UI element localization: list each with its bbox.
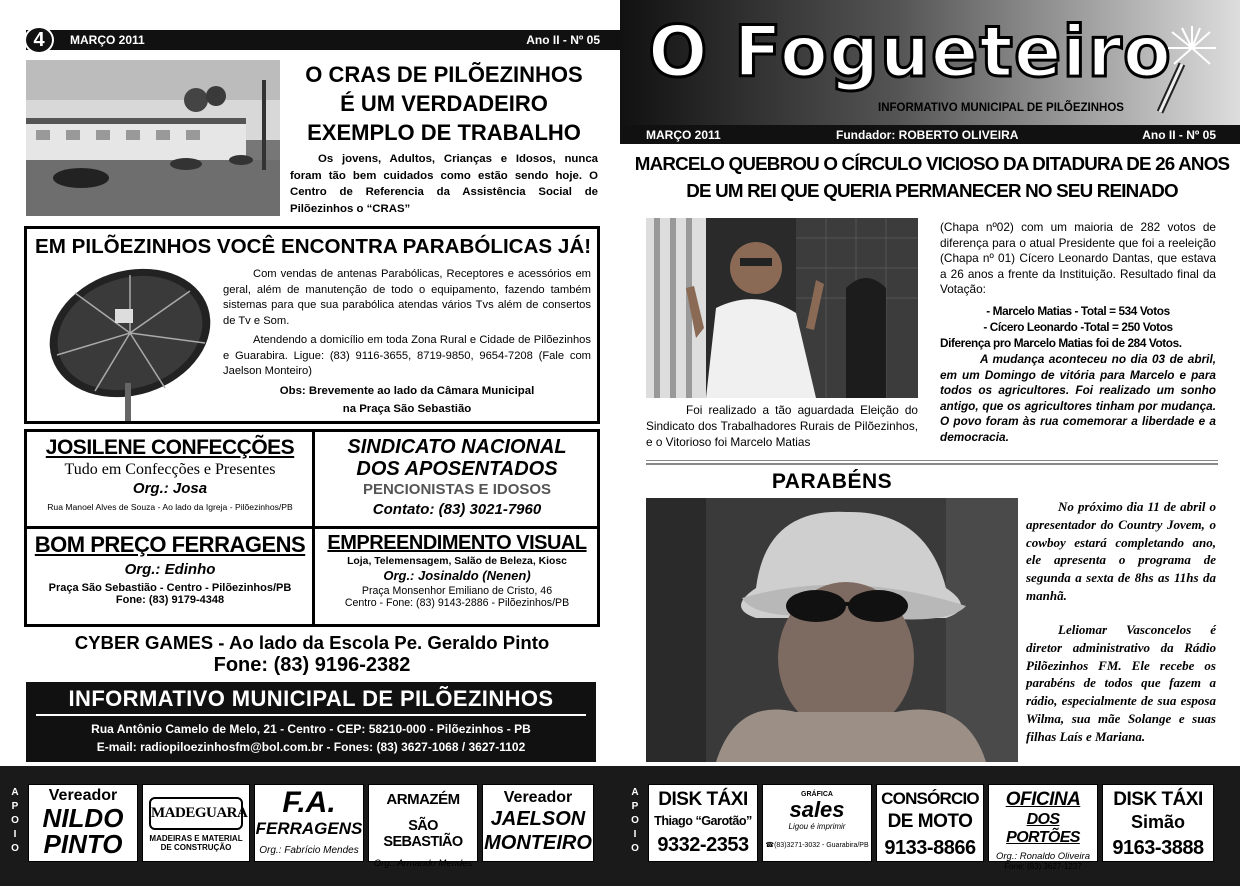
apoio-letter: A [631,787,639,798]
parabolicas-obs-line-1: Obs: Brevemente ao lado da Câmara Municipal [279,385,535,397]
parabolicas-title: EM PILÕEZINHOS VOCÊ ENCONTRA PARABÓLICAS JÁ! [35,235,592,258]
parabolicas-obs-line-2: na Praça São Sebastião [342,403,472,415]
marcelo-photo [646,218,918,398]
nildo-title: Vereador [48,787,118,804]
sales-slogan: Ligou é imprimir [788,822,846,831]
marcelo-body-1: (Chapa nº02) com um maioria de 282 votos de diferença para o atual Presidente que foi a reeleição (Chapa nº 01) Cícero Leonardo Dantas, que estava a 26 anos a frente da Instituição. Resultado final da Votação: [940,220,1216,297]
madeguara-subtitle: MADEIRAS E MATERIAL DE CONSTRUÇÃO [149,834,243,852]
masthead-month: MARÇO 2011 [646,128,721,142]
oficina-phone: Fone: (83) 3627-1237 [1004,862,1082,871]
apoio-letter: I [13,829,17,840]
sponsor-fa-ferragens [254,784,364,862]
fa-name: FERRAGENS [255,819,363,838]
consorcio-phone: 9133-8866 [884,837,976,859]
apoio-letter: P [631,801,639,812]
empreendimento-name: EMPREENDIMENTO VISUAL [327,532,587,554]
fa-logo: F.A. [282,786,336,819]
bompreco-phone: Fone: (83) 9179-4348 [115,594,225,606]
nildo-name-2: PINTO [43,829,123,859]
informativo-contact: E-mail: radiopiloezinhosfm@bol.com.br - Fones: (83) 3627-1068 / 3627-1102 [96,740,526,754]
jaelson-name-2: MONTEIRO [484,832,592,854]
marcelo-result-3: Diferença pro Marcelo Matias foi de 284 Votos. [940,336,1182,350]
parabens-paragraph-1: No próximo dia 11 de abril o apresentador do Country Jovem, o cowboy estará completando ano, ele apresenta o programa de segunda a sexta de 8hs as 11hs da manhã. [1026,499,1216,603]
cyber-games-line-2: Fone: (83) 9196-2382 [213,654,411,676]
sponsor-madeguara [142,784,250,862]
informativo-title-underline [36,714,586,716]
masthead-founder: Fundador: ROBERTO OLIVEIRA [836,128,1019,142]
apoio-letter: P [11,801,19,812]
armazem-line-1: ARMAZÉM [386,791,460,808]
leliomar-photo-image [646,498,1018,762]
bompreco-name: BOM PREÇO FERRAGENS [34,532,306,557]
satellite-dish-icon [35,263,215,423]
ads-grid [24,429,600,627]
sales-logo: sales [789,797,845,822]
empreendimento-org: Org.: Josinaldo (Nenen) [383,568,531,583]
sponsor-grafica-sales [762,784,872,862]
cras-title-line-3: EXEMPLO DE TRABALHO [307,120,581,145]
taxi1-title: DISK TÁXI [658,789,748,810]
consorcio-line-1: CONSÓRCIO [881,789,979,808]
marcelo-headline-line-2: DE UM REI QUE QUERIA PERMANECER NO SEU REINADO [686,180,1178,201]
josilene-ad [31,436,309,524]
marcelo-headline-line-1: MARCELO QUEBROU O CÍRCULO VICIOSO DA DITADURA DE 26 ANOS [634,153,1230,174]
bompreco-address: Praça São Sebastião - Centro - Pilõezinhos/PB [48,582,292,594]
masthead-title: O Fogueteiro [648,11,1172,93]
cras-headline [284,60,604,147]
parabolicas-paragraph-2: Atendendo a domicílio em toda Zona Rural e Cidade de Pilõezinhos e Guarabira. Ligue: (83) 9116-3655, 8719-9850, 9654-7208 (Fale com Jaelson Monteiro) [223,334,591,377]
informativo-title: INFORMATIVO MUNICIPAL DE PILÕEZINHOS [68,686,554,711]
empreendimento-address-1: Praça Monsenhor Emiliano de Cristo, 46 [361,585,553,597]
oficina-line-2: DOS PORTÕES [1006,811,1080,846]
fa-org: Org.: Fabrício Mendes [259,845,359,856]
cras-body: Os jovens, Adultos, Crianças e Idosos, nunca foram tão bem cuidados como estão sendo hoje. O Centro de Referencia da Assistência Social de Pilõezinhos o “CRAS” [290,153,598,215]
apoio-letter: A [11,787,19,798]
page-number-badge: 4 [24,26,54,54]
cras-title-line-2: É UM VERDADEIRO [340,91,548,116]
josilene-name: JOSILENE CONFECÇÕES [45,436,295,459]
left-header-month: MARÇO 2011 [70,33,145,47]
cyber-games-line-1: CYBER GAMES - Ao lado da Escola Pe. Geraldo Pinto [74,632,550,653]
marcelo-photo-image [646,218,918,398]
josilene-address: Rua Manoel Alves de Souza - Ao lado da Igreja - Pilõezinhos/PB [47,502,293,512]
josilene-org: Org.: Josa [132,480,208,497]
sindicato-line-2: DOS APOSENTADOS [356,458,558,480]
leliomar-photo [646,498,1018,762]
sponsor-jaelson-monteiro [482,784,594,862]
parabens-paragraph-2: Leliomar Vasconcelos é diretor administrativo da Rádio Pilõezinhos FM. Ele recebe os parabéns de todos que fazem a rádio, especialmente de sua esposa Wilma, sua mãe Solange e suas filhas Laís e Mariana. [1026,622,1216,744]
empreendimento-address-2: Centro - Fone: (83) 9143-2886 - Pilõezinhos/PB [344,597,570,609]
apoio-letter: O [631,843,639,854]
marcelo-photo-caption: Foi realizado a tão aguardada Eleição do Sindicato dos Trabalhadores Rurais de Pilõezinhos, e o Vitorioso foi Marcelo Matias [646,403,918,449]
left-apoio-label [8,786,22,856]
cras-photo-image [26,60,280,216]
sindicato-line-3: PENCIONISTAS E IDOSOS [362,481,552,498]
informativo-address: Rua Antônio Camelo de Melo, 21 - Centro - CEP: 58210-000 - Pilõezinhos - PB [91,722,531,736]
taxi2-title: DISK TÁXI [1113,789,1203,810]
right-page [620,0,1240,886]
marcelo-result-1: - Marcelo Matias - Total = 534 Votos [986,304,1170,318]
apoio-letter: O [11,843,19,854]
sindicato-ad [317,436,597,524]
apoio-letter: I [633,829,637,840]
apoio-letter: O [631,815,639,826]
empreendimento-services: Loja, Telemensagem, Salão de Beleza, Kiosc [347,556,567,567]
empreendimento-ad [317,532,597,622]
firework-rocket-icon [1156,24,1236,114]
apoio-letter: O [11,815,19,826]
taxi2-phone: 9163-3888 [1112,837,1204,859]
sponsor-oficina-portoes [988,784,1098,871]
cras-title-line-1: O CRAS DE PILÕEZINHOS [305,62,583,87]
taxi1-name: Thiago “Garotão” [654,814,752,828]
masthead-edition: Ano II - Nº 05 [1142,128,1216,142]
marcelo-result-2: - Cícero Leonardo -Total = 250 Votos [983,320,1173,334]
ads-grid-horizontal-divider [27,526,597,529]
sponsor-disk-taxi-simao [1102,784,1214,862]
sponsor-nildo-pinto [28,784,138,862]
bompreco-org: Org.: Edinho [124,561,216,578]
cras-building-photo [26,60,280,216]
right-apoio-label [628,786,642,856]
taxi1-phone: 9332-2353 [657,834,749,856]
parabens-title: PARABÉNS [771,470,893,493]
masthead-subtitle: INFORMATIVO MUNICIPAL DE PILÕEZINHOS [878,102,1124,114]
josilene-tagline: Tudo em Confecções e Presentes [64,461,276,478]
oficina-line-1: OFICINA [1005,789,1081,810]
sponsor-consorcio-moto [876,784,984,862]
sales-small: GRÁFICA [801,791,833,798]
armazem-org: Org.: Armando Mendes [373,858,473,869]
jaelson-title: Vereador [503,789,573,806]
parabolicas-paragraph-1: Com vendas de antenas Parabólicas, Receptores e acessórios em geral, além de manutenção de todo o equipamento, fazendo também sistemas para que sua parabólica atendas vários Tvs além de consertos de Tv e Som. [223,268,591,327]
sponsor-armazem [368,784,478,869]
oficina-org: Org.: Ronaldo Oliveira [996,851,1090,862]
jaelson-name-1: JAELSON [490,808,586,830]
bompreco-ad [31,532,309,622]
nildo-name-1: NILDO [42,803,124,833]
sponsor-disk-taxi-thiago [648,784,758,862]
section-divider [646,460,1218,465]
sindicato-contact: Contato: (83) 3021-7960 [372,501,542,518]
taxi2-name: Simão [1130,812,1186,832]
madeguara-logo: MADEGUARA [149,797,243,830]
consorcio-line-2: DE MOTO [887,811,973,832]
marcelo-body-2: A mudança aconteceu no dia 03 de abril, em um Domingo de vitória para Marcelo e para todos os agricultores. Foi realizado um sonho antigo, que os agricultores tinham por mudança. O povo foram às rua comemorar a liberdade e a democracia. [940,352,1216,444]
informativo-box [26,682,596,762]
parabolicas-ad [24,226,600,424]
left-header-edition: Ano II - Nº 05 [526,33,600,47]
armazem-line-2: SÃO SEBASTIÃO [383,818,463,850]
sindicato-line-1: SINDICATO NACIONAL [347,436,567,458]
sales-phone: ☎(83)3271-3032 - Guarabira/PB [765,842,869,849]
